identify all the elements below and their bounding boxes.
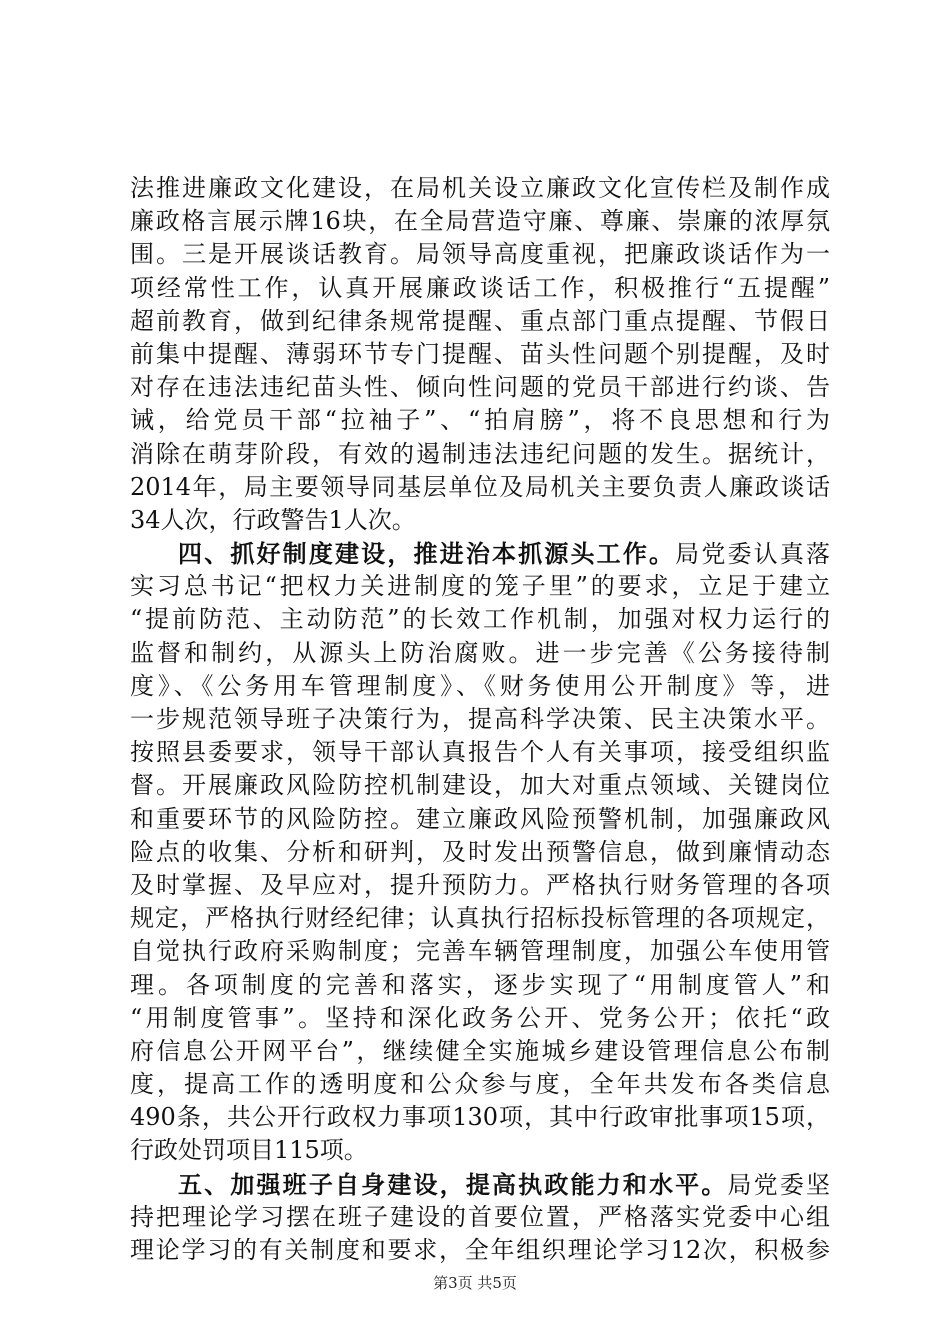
text-line	[130, 769, 830, 802]
paragraph-text: 度》、《公务用车管理制度》、《财务使用公开制度》等，进	[130, 671, 830, 700]
text-line	[130, 338, 830, 371]
text-line	[130, 869, 830, 902]
text-line	[130, 537, 830, 570]
text-line	[130, 305, 830, 338]
page-footer: 第3页 共5页	[433, 1274, 517, 1292]
text-line	[130, 935, 830, 968]
paragraph-text: 490条，共公开行政权力事项130项，其中行政审批事项15项，	[130, 1103, 830, 1132]
document-body	[130, 172, 830, 1267]
paragraph-text: 34人次，行政警告1人次。	[130, 505, 416, 534]
paragraph-text: 前集中提醒、薄弱环节专门提醒、苗头性问题个别提醒，及时	[130, 339, 830, 368]
paragraph-text: 自觉执行政府采购制度；完善车辆管理制度，加强公车使用管	[130, 937, 830, 966]
text-line	[130, 637, 830, 670]
text-line	[130, 438, 830, 471]
text-line	[130, 603, 830, 636]
paragraph-text: 规定，严格执行财经纪律；认真执行招标投标管理的各项规定，	[130, 904, 830, 933]
paragraph-text: 诫，给党员干部“拉袖子”、“拍肩膀”，将不良思想和行为	[130, 406, 830, 435]
text-line	[130, 736, 830, 769]
text-line	[130, 205, 830, 238]
text-line	[130, 670, 830, 703]
paragraph-text: 局党委坚	[727, 1170, 830, 1199]
paragraph-text: 一步规范领导班子决策行为，提高科学决策、民主决策水平。	[130, 705, 830, 733]
text-line	[130, 1002, 830, 1035]
paragraph-text: 超前教育，做到纪律条规常提醒、重点部门重点提醒、节假日	[130, 306, 830, 335]
text-line	[130, 371, 830, 404]
paragraph-text: 监督和制约，从源头上防治腐败。进一步完善《公务接待制	[130, 638, 830, 667]
text-line	[130, 1035, 830, 1068]
paragraph-text: 项经常性工作，认真开展廉政谈话工作，积极推行“五提醒”	[130, 273, 830, 302]
paragraph-text: 和重要环节的风险防控。建立廉政风险预警机制，加强廉政风	[130, 804, 830, 833]
paragraph-text: 理。各项制度的完善和落实，逐步实现了“用制度管人”和	[130, 970, 830, 999]
paragraph-text: 局党委认真落	[675, 540, 831, 569]
paragraph-text: 按照县委要求，领导干部认真报告个人有关事项，接受组织监	[130, 738, 830, 767]
text-line	[130, 404, 830, 437]
text-line	[130, 902, 830, 935]
section-heading: 五、加强班子自身建设，提高执政能力和水平。	[178, 1169, 728, 1199]
paragraph-text: 险点的收集、分析和研判，及时发出预警信息，做到廉情动态	[130, 837, 830, 866]
paragraph-text: 度，提高工作的透明度和公众参与度，全年共发布各类信息	[130, 1070, 830, 1099]
section-heading: 四、抓好制度建设，推进治本抓源头工作。	[178, 539, 676, 569]
text-line	[130, 836, 830, 869]
paragraph-text: 行政处罚项目115项。	[130, 1136, 368, 1165]
text-line	[130, 504, 830, 537]
paragraph-text: “用制度管事”。坚持和深化政务公开、党务公开；依托“政	[130, 1003, 830, 1032]
text-line	[130, 172, 830, 205]
text-line	[130, 1134, 830, 1167]
text-line	[130, 471, 830, 504]
paragraph-text: 围。三是开展谈话教育。局领导高度重视，把廉政谈话作为一	[130, 240, 830, 269]
text-line	[130, 969, 830, 1002]
text-line	[130, 570, 830, 603]
paragraph-text: 廉政格言展示牌16块，在全局营造守廉、尊廉、崇廉的浓厚氛	[130, 207, 830, 236]
paragraph-text: 督。开展廉政风险防控机制建设，加大对重点领域、关键岗位	[130, 771, 830, 800]
text-line	[130, 1201, 830, 1234]
paragraph-text: 消除在萌芽阶段，有效的遏制违法违纪问题的发生。据统计，	[130, 439, 830, 468]
text-line	[130, 1068, 830, 1101]
paragraph-text: 持把理论学习摆在班子建设的首要位置，严格落实党委中心组	[130, 1202, 830, 1231]
text-line	[130, 1168, 830, 1201]
paragraph-text: 实习总书记“把权力关进制度的笼子里”的要求，立足于建立	[130, 572, 830, 601]
paragraph-text: 及时掌握、及早应对，提升预防力。严格执行财务管理的各项	[130, 870, 830, 899]
text-line	[130, 238, 830, 271]
text-line	[130, 1234, 830, 1267]
paragraph-text: 2014年，局主要领导同基层单位及局机关主要负责人廉政谈话	[130, 472, 830, 501]
paragraph-text: 理论学习的有关制度和要求，全年组织理论学习12次，积极参	[130, 1236, 830, 1264]
paragraph-text: 对存在违法违纪苗头性、倾向性问题的党员干部进行约谈、告	[130, 373, 830, 402]
text-line	[130, 803, 830, 836]
text-line	[130, 272, 830, 305]
text-line	[130, 1101, 830, 1134]
text-line	[130, 703, 830, 736]
paragraph-text: 府信息公开网平台”，继续健全实施城乡建设管理信息公布制	[130, 1036, 830, 1065]
paragraph-text: 法推进廉政文化建设，在局机关设立廉政文化宣传栏及制作成	[130, 174, 830, 202]
paragraph-text: “提前防范、主动防范”的长效工作机制，加强对权力运行的	[130, 605, 830, 634]
